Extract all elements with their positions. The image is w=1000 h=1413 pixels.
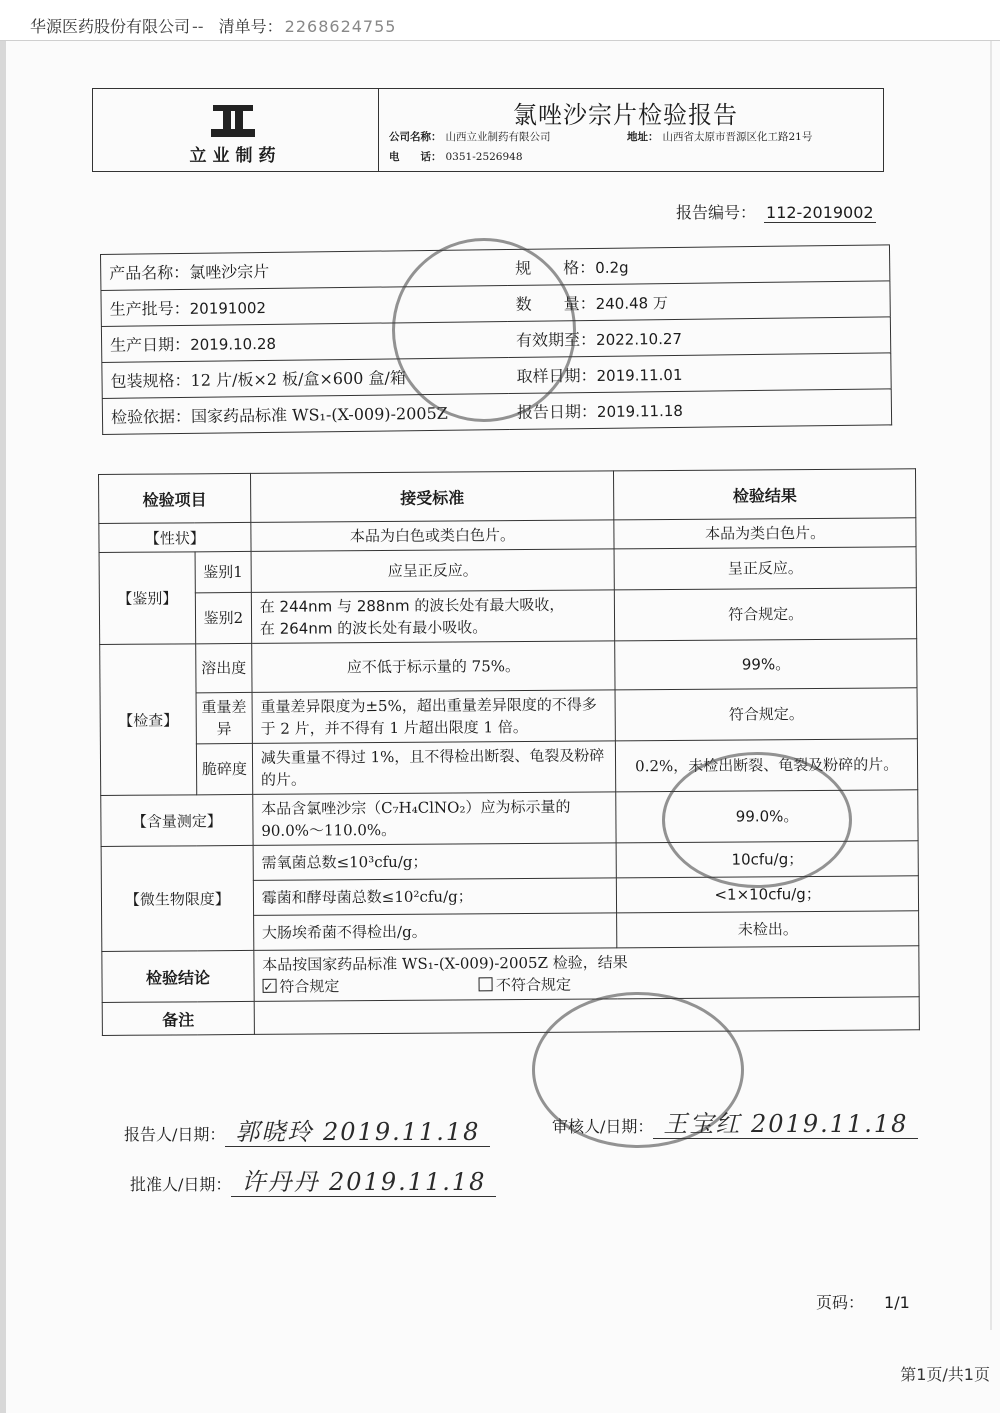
company-name: 山西立业制药有限公司 xyxy=(445,131,551,143)
company-seal xyxy=(392,238,576,422)
result-cell: 符合规定。 xyxy=(615,688,917,741)
result-cell: 0.2%，未检出断裂、龟裂及粉碎的片。 xyxy=(616,739,918,792)
header-item: 检验项目 xyxy=(99,473,251,523)
page-edge xyxy=(990,30,992,1330)
info-value: 2019.11.01 xyxy=(596,365,683,385)
header-result: 检验结果 xyxy=(614,469,916,520)
quality-seal xyxy=(662,752,852,888)
report-number-label: 报告编号： xyxy=(676,203,757,222)
table-row xyxy=(100,639,917,694)
reporter-signature: 郭晓玲 2019.11.18 xyxy=(225,1118,490,1147)
table-row xyxy=(99,547,916,594)
approver-signature-row xyxy=(130,1162,496,1197)
criteria-cell: 应不低于标示量的 75%。 xyxy=(251,641,615,693)
info-value: 12 片/板×2 板/盒×600 盒/箱 xyxy=(190,368,406,390)
result-cell: 99.0%。 xyxy=(616,790,918,843)
result-cell: 呈正反应。 xyxy=(614,547,916,590)
page-footer: 第1页/共1页 xyxy=(900,1365,990,1384)
criteria-cell: 本品含氯唑沙宗（C₇H₄ClNO₂）应为标示量的 90.0%～110.0%。 xyxy=(253,792,617,846)
info-value: 20191002 xyxy=(189,298,267,318)
info-value: 0.2g xyxy=(595,258,629,277)
info-value: 2022.10.27 xyxy=(595,329,683,349)
sub-item: 溶出度 xyxy=(196,643,252,692)
company-line xyxy=(389,129,551,144)
result-cell: 10cfu/g； xyxy=(616,841,918,878)
info-label: 生产批号： xyxy=(109,298,190,319)
item-name: 【含量测定】 xyxy=(101,794,253,846)
conclusion-label: 检验结论 xyxy=(102,950,254,1002)
info-value: 240.48 万 xyxy=(595,294,669,313)
info-value: 2019.10.28 xyxy=(190,334,277,354)
table-row xyxy=(102,997,919,1036)
page-number-label: 页码： xyxy=(816,1293,865,1312)
criteria-cell: 本品为白色或类白色片。 xyxy=(251,520,615,552)
info-label: 生产日期： xyxy=(110,334,191,355)
info-value: 2019.11.18 xyxy=(596,401,683,421)
info-label: 取样日期： xyxy=(516,365,597,386)
criteria-cell: 大肠埃希菌不得检出/g。 xyxy=(253,913,617,951)
pass-option: 符合规定 xyxy=(279,977,340,996)
criteria-line: 在 264nm 的波长处有最小吸收。 xyxy=(259,618,488,638)
sub-item: 脆碎度 xyxy=(196,743,252,794)
criteria-cell xyxy=(251,590,615,644)
table-row xyxy=(99,588,916,645)
info-cell xyxy=(509,389,892,430)
table-row xyxy=(102,946,919,1003)
order-number: 2268624755 xyxy=(284,17,397,36)
logo-box xyxy=(93,89,379,171)
document-header-bar xyxy=(0,0,1000,41)
sub-item: 鉴别2 xyxy=(195,592,251,643)
reviewer-signature-row xyxy=(552,1104,918,1139)
page-number xyxy=(816,1290,910,1313)
sub-item: 鉴别1 xyxy=(195,551,251,592)
page-edge xyxy=(0,40,6,1413)
address: 山西省太原市晋源区化工路21号 xyxy=(662,131,813,143)
conclusion-cell xyxy=(254,946,920,1002)
phone-line xyxy=(389,149,523,164)
order-info xyxy=(30,14,396,37)
checkbox-checked-icon xyxy=(262,979,276,993)
order-label: 清单号： xyxy=(218,17,283,36)
report-title: 氯唑沙宗片检验报告 xyxy=(513,101,738,129)
reporter-signature-row xyxy=(124,1112,490,1147)
result-cell: 符合规定。 xyxy=(615,588,917,641)
info-label: 报告日期： xyxy=(516,401,598,422)
checkbox-unchecked-icon xyxy=(479,977,493,991)
company-label: 公司名称： xyxy=(389,131,442,143)
info-label: 规 格： xyxy=(515,257,596,278)
info-label: 有效期至： xyxy=(515,329,597,350)
criteria-cell: 减失重量不得过 1%，且不得检出断裂、龟裂及粉碎的片。 xyxy=(252,741,616,795)
conclusion-text: 本品按国家药品标准 WS₁-(X-009)-2005Z 检验，结果 xyxy=(262,953,628,974)
result-cell: <1×10cfu/g； xyxy=(617,876,919,913)
fail-option: 不符合规定 xyxy=(495,975,572,995)
reviewer-label: 审核人/日期： xyxy=(552,1117,654,1136)
criteria-cell: 需氧菌总数≤10³cfu/g； xyxy=(253,843,617,881)
item-name: 【微生物限度】 xyxy=(101,845,254,951)
info-value: 国家药品标准 WS₁-(X-009)-2005Z xyxy=(190,403,448,426)
reviewer-signature: 王宝红 2019.11.18 xyxy=(653,1110,918,1139)
logo-text: 立业制药 xyxy=(189,146,282,166)
phone-label: 电 话： xyxy=(389,151,442,163)
info-label: 检验依据： xyxy=(110,406,192,427)
approver-label: 批准人/日期： xyxy=(130,1175,232,1194)
report-number xyxy=(676,200,876,223)
distributor-name: 华源医药股份有限公司 xyxy=(30,17,191,36)
address-label: 地址： xyxy=(627,131,659,143)
result-cell: 未检出。 xyxy=(617,911,919,948)
page-number-value: 1/1 xyxy=(884,1293,910,1312)
item-name: 【鉴别】 xyxy=(99,552,196,645)
report-number-value: 112-2019002 xyxy=(766,203,874,222)
info-value: 氯唑沙宗片 xyxy=(189,261,270,282)
criteria-cell: 应呈正反应。 xyxy=(251,549,615,593)
separator: -- xyxy=(192,17,204,36)
letterhead xyxy=(92,88,884,172)
header-criteria: 接受标准 xyxy=(250,471,614,523)
table-row xyxy=(100,688,917,745)
criteria-cell: 霉菌和酵母菌总数≤10²cfu/g； xyxy=(253,878,617,916)
criteria-line: 在 244nm 与 288nm 的波长处有最大吸收， xyxy=(259,595,565,616)
result-cell: 99%。 xyxy=(615,639,917,690)
phone: 0351-2526948 xyxy=(445,151,523,163)
sub-item: 重量差异 xyxy=(196,692,252,743)
company-logo-icon xyxy=(211,103,255,139)
info-label: 数 量： xyxy=(515,293,596,314)
reporter-label: 报告人/日期： xyxy=(124,1125,226,1144)
info-label: 产品名称： xyxy=(109,262,190,283)
table-header-row xyxy=(99,469,916,524)
remark-label: 备注 xyxy=(102,1001,254,1035)
info-label: 包装规格： xyxy=(110,370,191,391)
approver-signature: 许丹丹 2019.11.18 xyxy=(231,1168,496,1197)
address-line xyxy=(627,129,812,144)
info-cell xyxy=(507,245,890,286)
inspection-table xyxy=(98,468,920,1036)
item-name: 【检查】 xyxy=(100,644,197,796)
item-name: 【性状】 xyxy=(99,522,251,552)
result-cell: 本品为类白色片。 xyxy=(614,518,916,549)
criteria-cell: 重量差异限度为±5%，超出重量差异限度的不得多于 2 片，并不得有 1 片超出限度 1 倍。 xyxy=(252,690,616,744)
